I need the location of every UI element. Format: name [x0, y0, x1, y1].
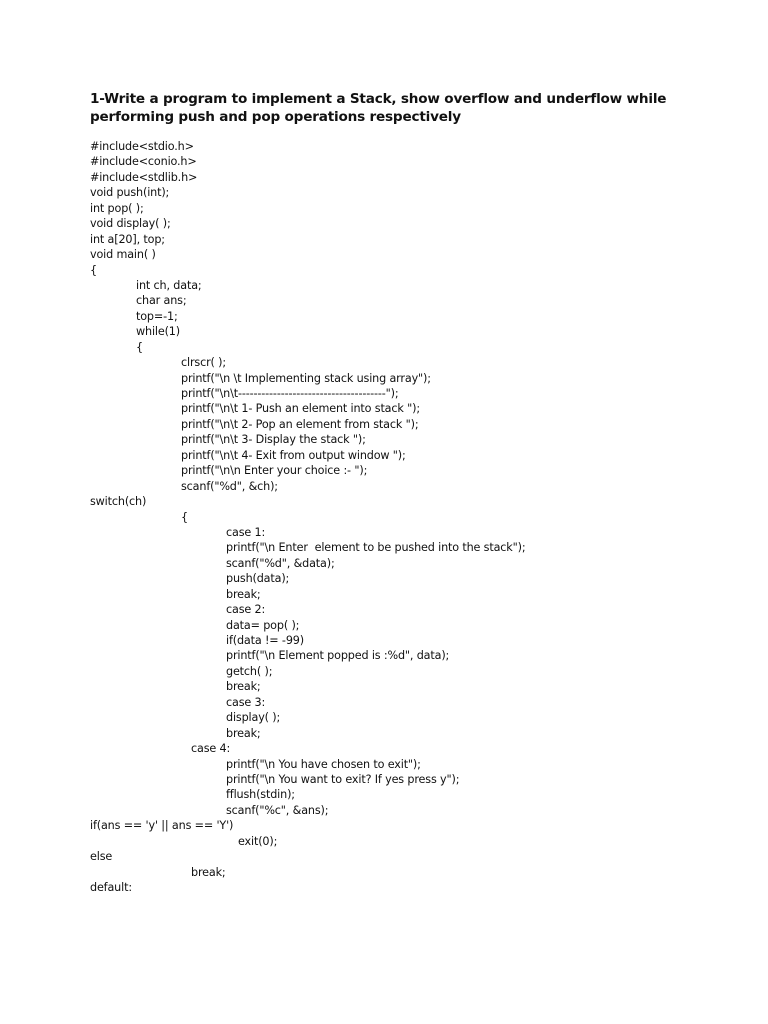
code-line: printf("\n Element popped is :%d", data);: [226, 649, 450, 663]
code-line: {: [181, 510, 188, 524]
code-line: int pop( );: [90, 201, 144, 215]
code-line: #include<conio.h>: [90, 155, 197, 169]
code-line: switch(ch): [90, 495, 147, 509]
code-line: default:: [90, 881, 132, 894]
code-line: void push(int);: [90, 186, 170, 200]
code-line: case 3:: [226, 695, 266, 709]
code-line: printf("\n \t Implementing stack using array");: [181, 371, 431, 385]
code-line: printf("\n\t 2- Pop an element from stack ");: [181, 417, 419, 431]
code-line: case 2:: [226, 603, 266, 617]
code-line: break;: [191, 865, 226, 879]
code-line: int ch, data;: [136, 278, 202, 292]
code-line: scanf("%d", &ch);: [181, 479, 278, 493]
code-line: else: [90, 850, 113, 864]
code-line: while(1): [136, 325, 180, 339]
code-line: data= pop( );: [226, 618, 300, 632]
code-line: printf("\n\n Enter your choice :- ");: [181, 464, 368, 478]
code-line: printf("\n You want to exit? If yes press y");: [226, 772, 460, 786]
code-line: break;: [226, 587, 261, 601]
code-listing: [0, 139, 768, 895]
code-line: fflush(stdin);: [226, 788, 295, 802]
code-line: #include<stdlib.h>: [90, 170, 198, 184]
exercise-heading: 1-Write a program to implement a Stack, show overflow and underflow while performing push and pop operations respectively: [90, 91, 667, 125]
code-line: int a[20], top;: [90, 232, 165, 246]
code-line: push(data);: [226, 572, 290, 586]
code-line: case 1:: [226, 525, 266, 539]
code-line: printf("\n\t--------------------------------------");: [181, 387, 399, 400]
code-line: printf("\n\t 3- Display the stack ");: [181, 433, 366, 447]
code-line: display( );: [226, 711, 281, 725]
code-line: exit(0);: [238, 834, 278, 848]
code-line: if(ans == 'y' || ans == 'Y'): [90, 819, 234, 833]
code-line: #include<stdio.h>: [90, 140, 194, 153]
code-line: scanf("%c", &ans);: [226, 803, 329, 817]
code-line: void display( );: [90, 217, 171, 231]
code-line: scanf("%d", &data);: [226, 556, 335, 570]
code-line: printf("\n You have chosen to exit");: [226, 757, 421, 771]
code-line: char ans;: [136, 294, 187, 308]
code-line: {: [136, 340, 143, 354]
code-line: getch( );: [226, 664, 273, 678]
code-line: clrscr( );: [181, 356, 226, 370]
code-line: if(data != -99): [226, 634, 304, 647]
code-line: printf("\n\t 4- Exit from output window ");: [181, 448, 406, 462]
code-line: break;: [226, 680, 261, 694]
code-line: {: [90, 263, 97, 277]
code-line: case 4:: [191, 742, 231, 756]
code-line: void main( ): [90, 248, 156, 262]
code-line: break;: [226, 726, 261, 740]
code-line: printf("\n Enter element to be pushed into the stack");: [226, 541, 526, 555]
code-line: printf("\n\t 1- Push an element into stack ");: [181, 402, 420, 416]
code-line: top=-1;: [136, 309, 178, 323]
